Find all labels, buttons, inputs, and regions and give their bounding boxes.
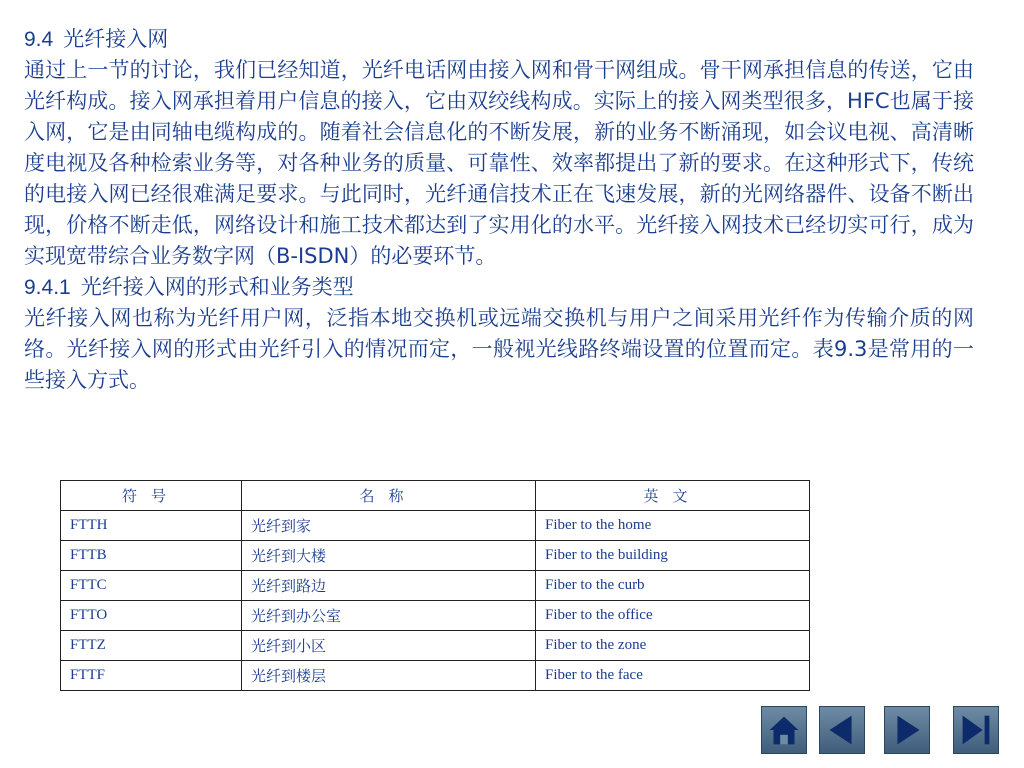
header-symbol: 符号: [61, 481, 242, 511]
header-english: 英文: [536, 481, 810, 511]
cell-english: Fiber to the curb: [536, 571, 810, 601]
cell-english: Fiber to the zone: [536, 631, 810, 661]
previous-icon: [820, 707, 864, 753]
header-name: 名称: [242, 481, 536, 511]
subsection-number: 9.4.1: [24, 276, 71, 299]
table-row: [61, 511, 810, 541]
next-button[interactable]: [884, 706, 930, 754]
last-icon: [954, 707, 998, 753]
cell-symbol: FTTC: [61, 571, 242, 601]
home-icon: [762, 707, 806, 753]
cell-symbol: FTTB: [61, 541, 242, 571]
cell-english: Fiber to the building: [536, 541, 810, 571]
access-types-table: [60, 480, 810, 691]
subsection-paragraph: 光纤接入网也称为光纤用户网，泛指本地交换机或远端交换机与用户之间采用光纤作为传输介质的网络。光纤接入网的形式由光纤引入的情况而定，一般视光线路终端设置的位置而定。表9.3是常用的一些接入方式。: [24, 306, 974, 392]
slide-text: [24, 24, 974, 396]
last-button[interactable]: [953, 706, 999, 754]
table-row: [61, 601, 810, 631]
intro-paragraph: 通过上一节的讨论，我们已经知道，光纤电话网由接入网和骨干网组成。骨干网承担信息的传送，它由光纤构成。接入网承担着用户信息的接入，它由双绞线构成。实际上的接入网类型很多，HFC也属于接入网，它是由同轴电缆构成的。随着社会信息化的不断发展，新的业务不断涌现，如会议电视、高清晰度电视及各种检索业务等，对各种业务的质量、可靠性、效率都提出了新的要求。在这种形式下，传统的电接入网已经很难满足要求。与此同时，光纤通信技术正在飞速发展，新的光网络器件、设备不断出现，价格不断走低，网络设计和施工技术都达到了实用化的水平。光纤接入网技术已经切实可行，成为实现宽带综合业务数字网（B-ISDN）的必要环节。: [24, 58, 974, 268]
subsection-heading: [24, 272, 974, 303]
section-heading: [24, 24, 974, 55]
cell-name: 光纤到大楼: [242, 541, 536, 571]
cell-english: Fiber to the home: [536, 511, 810, 541]
next-icon: [885, 707, 929, 753]
cell-name: 光纤到路边: [242, 571, 536, 601]
cell-english: Fiber to the face: [536, 661, 810, 691]
cell-english: Fiber to the office: [536, 601, 810, 631]
cell-symbol: FTTH: [61, 511, 242, 541]
cell-symbol: FTTF: [61, 661, 242, 691]
table-row: [61, 631, 810, 661]
table-row: [61, 661, 810, 691]
subsection-title: 光纤接入网的形式和业务类型: [80, 275, 354, 299]
table-row: [61, 541, 810, 571]
cell-name: 光纤到楼层: [242, 661, 536, 691]
cell-symbol: FTTO: [61, 601, 242, 631]
section-number: 9.4: [24, 28, 54, 51]
cell-name: 光纤到办公室: [242, 601, 536, 631]
table-header-row: [61, 481, 810, 511]
cell-symbol: FTTZ: [61, 631, 242, 661]
previous-button[interactable]: [819, 706, 865, 754]
home-button[interactable]: [761, 706, 807, 754]
table-row: [61, 571, 810, 601]
cell-name: 光纤到家: [242, 511, 536, 541]
section-title: 光纤接入网: [63, 27, 169, 51]
cell-name: 光纤到小区: [242, 631, 536, 661]
